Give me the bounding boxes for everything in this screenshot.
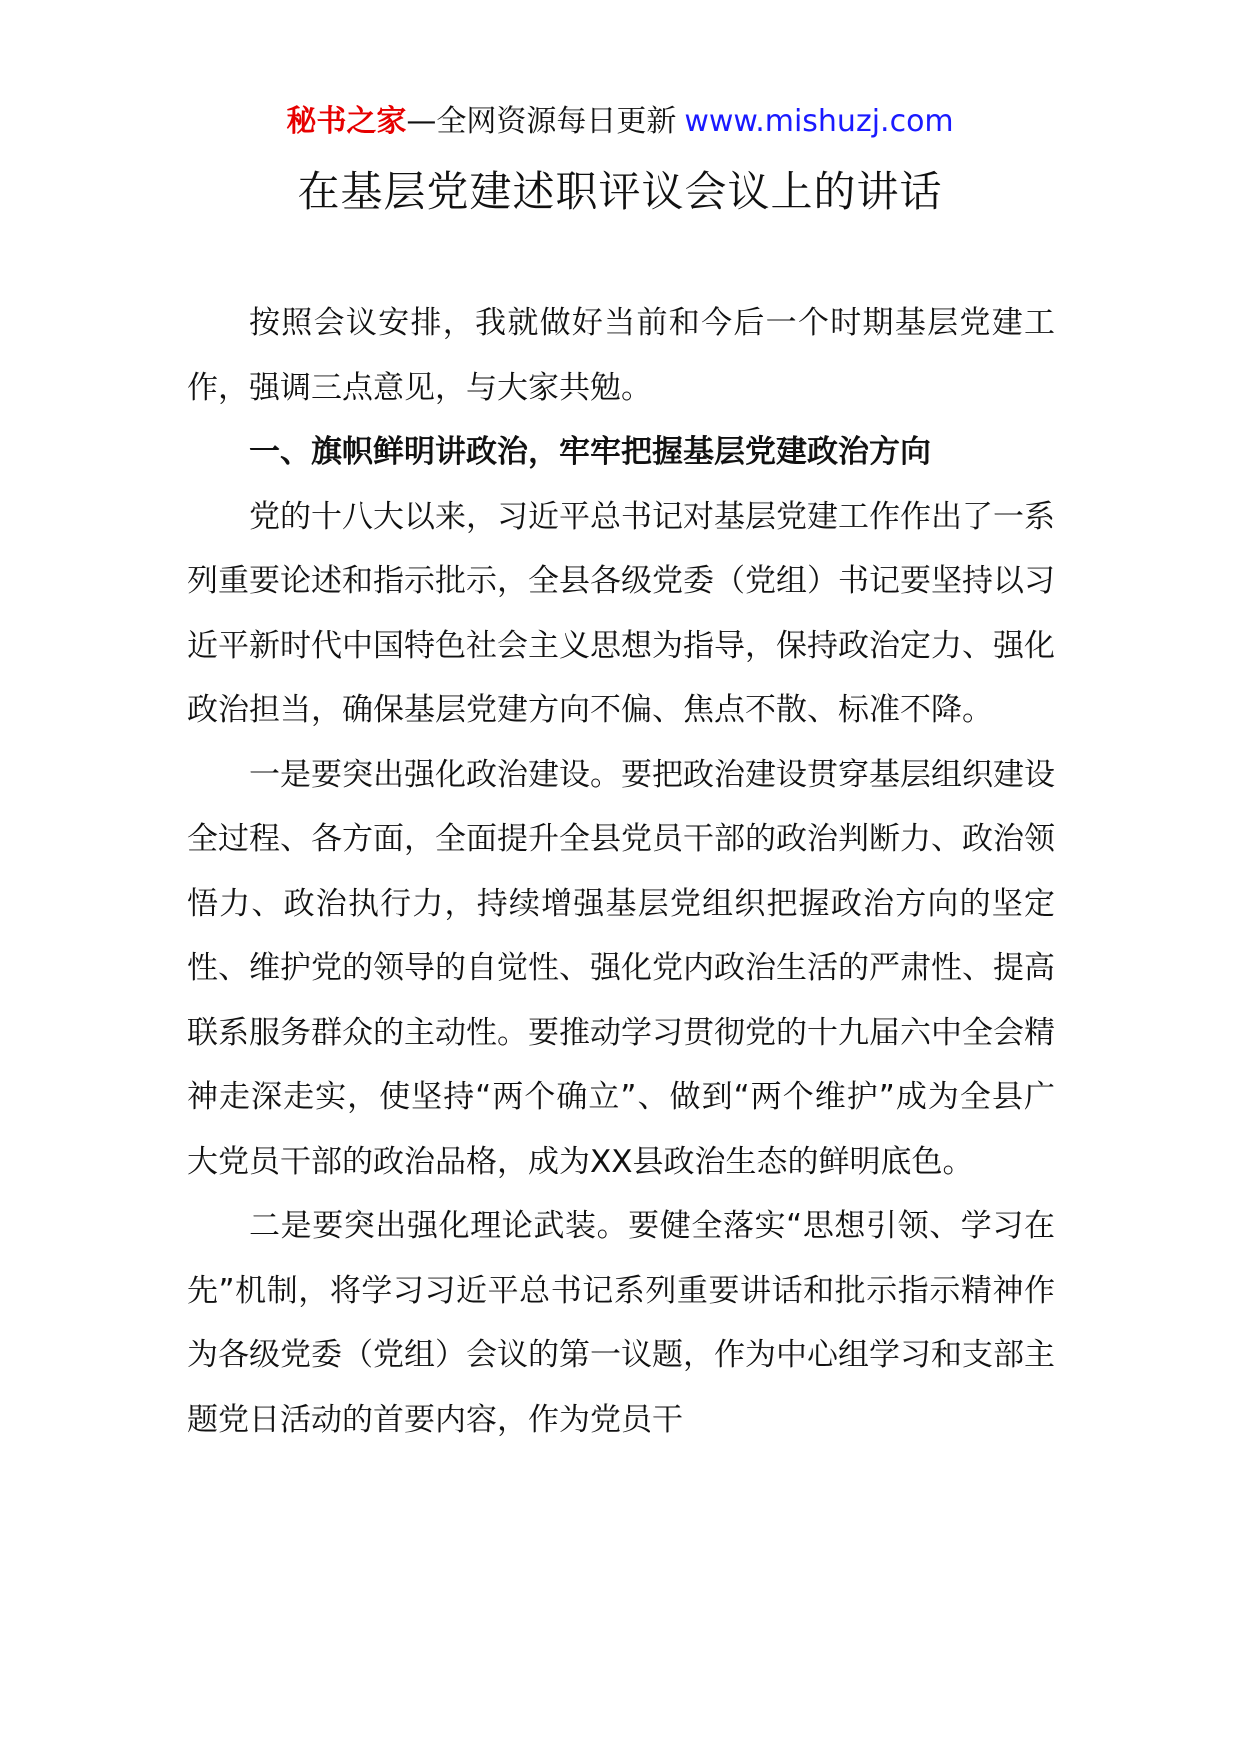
- paragraph-intro: 按照会议安排，我就做好当前和今后一个时期基层党建工作，强调三点意见，与大家共勉。: [187, 305, 1055, 406]
- document-title: 在基层党建述职评议会议上的讲话: [297, 167, 943, 216]
- paragraph-section-1-intro: 党的十八大以来，习近平总书记对基层党建工作作出了一系列重要论述和指示批示，全县各级党委（党组）书记要坚持以习近平新时代中国特色社会主义思想为指导，保持政治定力、强化政治担当，确保基层党建方向不偏、焦点不散、标准不降。: [187, 498, 1055, 728]
- paragraph-point-2: 二是要突出强化理论武装。要健全落实“思想引领、学习在先”机制，将学习习近平总书记系列重要讲话和批示指示精神作为各级党委（党组）会议的第一议题，作为中心组学习和支部主题党日活动的首要内容，作为党员干: [187, 1208, 1055, 1438]
- document-body: [187, 291, 1055, 1452]
- site-tagline: —全网资源每日更新: [406, 104, 677, 139]
- site-header-banner: [0, 100, 1240, 144]
- site-brand: 秘书之家: [286, 104, 407, 139]
- section-heading-1: 一、旗帜鲜明讲政治，牢牢把握基层党建政治方向: [249, 434, 931, 470]
- paragraph-point-1: 一是要突出强化政治建设。要把政治建设贯穿基层组织建设全过程、各方面，全面提升全县党员干部的政治判断力、政治领悟力、政治执行力，持续增强基层党组织把握政治方向的坚定性、维护党的领导的自觉性、强化党内政治生活的严肃性、提高联系服务群众的主动性。要推动学习贯彻党的十九届六中全会精神走深走实，使坚持“两个确立”、做到“两个维护”成为全县广大党员干部的政治品格，成为XX县政治生态的鲜明底色。: [187, 756, 1055, 1180]
- site-url-link[interactable]: www.mishuzj.com: [684, 104, 954, 139]
